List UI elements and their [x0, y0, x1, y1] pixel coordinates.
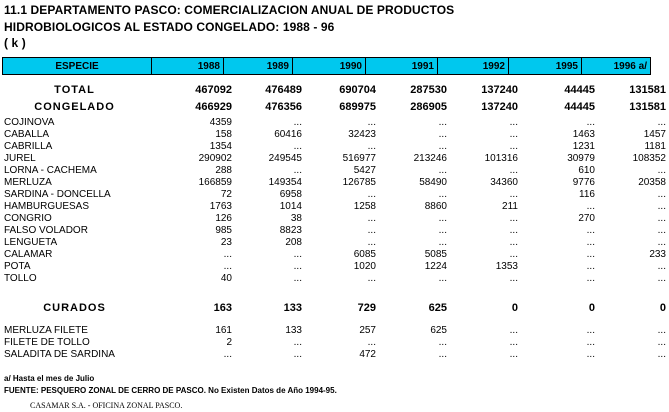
table-cell: ... [509, 225, 518, 236]
table-cell: 2 [226, 337, 232, 348]
table-cell: 689975 [339, 101, 376, 113]
table-cell: 6958 [279, 189, 302, 200]
table-cell: 32423 [348, 129, 376, 140]
table-cell: 287530 [410, 84, 447, 96]
table-cell: 1181 [644, 141, 666, 152]
table-cell: 23 [220, 237, 232, 248]
table-cell: 625 [428, 302, 447, 314]
table-cell: 1763 [209, 201, 232, 212]
header-year-1989: 1989 [224, 58, 293, 75]
table-cell: 0 [588, 302, 595, 314]
table-row [0, 261, 669, 273]
table-cell: ... [657, 337, 666, 348]
table-cell: 108352 [632, 153, 666, 164]
table-cell: 1020 [353, 261, 376, 272]
table-cell: ... [586, 273, 595, 284]
table-cell: ... [586, 349, 595, 360]
table-cell: 8860 [424, 201, 447, 212]
table-cell: ... [438, 337, 447, 348]
row-label: JUREL [4, 153, 36, 164]
table-cell: 213246 [413, 153, 447, 164]
table-cell: ... [509, 141, 518, 152]
table-cell: ... [293, 141, 302, 152]
table-cell: 1231 [572, 141, 595, 152]
table-cell: ... [223, 349, 232, 360]
page-subtitle: HIDROBIOLOGICOS AL ESTADO CONGELADO: 1988 - 96 [4, 20, 335, 34]
table-row [0, 213, 669, 225]
table-cell: ... [223, 261, 232, 272]
table-cell: 290902 [198, 153, 232, 164]
table-cell: 101316 [484, 153, 518, 164]
table-cell: 6085 [353, 249, 376, 260]
source-note: FUENTE: PESQUERO ZONAL DE CERRO DE PASCO. No Existen Datos de Año 1994-95. [4, 386, 337, 395]
table-cell: 161 [215, 325, 232, 336]
table-cell: 1258 [353, 201, 376, 212]
table-cell: ... [367, 189, 376, 200]
table-cell: ... [509, 249, 518, 260]
header-year-1990: 1990 [293, 58, 366, 75]
table-cell: 149354 [268, 177, 302, 188]
table-cell: 158 [215, 129, 232, 140]
table-cell: ... [657, 201, 666, 212]
table-cell: ... [438, 117, 447, 128]
row-label: SALADITA DE SARDINA [4, 349, 115, 360]
table-cell: 133 [283, 302, 302, 314]
table-cell: ... [293, 249, 302, 260]
table-cell: ... [509, 117, 518, 128]
table-cell: 72 [220, 189, 232, 200]
table-cell: 38 [290, 213, 302, 224]
row-label: CABRILLA [4, 141, 53, 152]
table-cell: 163 [213, 302, 232, 314]
row-label: MERLUZA FILETE [4, 325, 88, 336]
table-cell: 9776 [572, 177, 595, 188]
table-cell: 137240 [481, 84, 518, 96]
table-cell: 30979 [567, 153, 595, 164]
table-cell: 270 [578, 213, 595, 224]
table-cell: ... [293, 349, 302, 360]
header-year-1995: 1995 [509, 58, 582, 75]
table-cell: ... [586, 261, 595, 272]
table-cell: 116 [579, 189, 595, 200]
table-cell: 34360 [490, 177, 518, 188]
table-cell: 40 [220, 273, 232, 284]
table-cell: 1457 [643, 129, 666, 140]
table-row [0, 117, 669, 129]
table-cell: ... [367, 337, 376, 348]
row-label: CONGELADO [34, 101, 115, 113]
row-label: MERLUZA [4, 177, 52, 188]
header-year-1991: 1991 [366, 58, 438, 75]
table-cell: 288 [215, 165, 232, 176]
table-cell: ... [657, 273, 666, 284]
table-cell: ... [293, 261, 302, 272]
table-cell: 625 [430, 325, 447, 336]
table-cell: ... [509, 337, 518, 348]
row-label: COJINOVA [4, 117, 55, 128]
table-cell: ... [657, 261, 666, 272]
table-cell: ... [657, 165, 666, 176]
table-cell: ... [509, 189, 518, 200]
table-row [0, 249, 669, 261]
table-cell: 466929 [195, 101, 232, 113]
table-row [0, 129, 669, 141]
row-label: SARDINA - DONCELLA [4, 189, 111, 200]
table-cell: 0 [659, 302, 666, 314]
row-label: LENGUETA [4, 237, 58, 248]
table-cell: 1224 [424, 261, 447, 272]
header-year-1988: 1988 [152, 58, 224, 75]
table-cell: 286905 [410, 101, 447, 113]
table-cell: ... [509, 349, 518, 360]
page-title: 11.1 DEPARTAMENTO PASCO: COMERCIALIZACION ANUAL DE PRODUCTOS [4, 3, 455, 17]
table-cell: 5427 [353, 165, 376, 176]
table-cell: 476356 [265, 101, 302, 113]
table-cell: 476489 [265, 84, 302, 96]
row-label: CABALLA [4, 129, 50, 140]
table-cell: ... [657, 349, 666, 360]
row-label: FALSO VOLADOR [4, 225, 88, 236]
header-especie: ESPECIE [3, 58, 152, 75]
table-cell: 133 [285, 325, 302, 336]
table-row [0, 83, 669, 97]
table-cell: 985 [215, 225, 232, 236]
table-row [0, 165, 669, 177]
row-label: LORNA - CACHEMA [4, 165, 97, 176]
table-cell: ... [438, 213, 447, 224]
table-row [0, 301, 669, 315]
table-cell: ... [438, 189, 447, 200]
table-cell: ... [586, 225, 595, 236]
table-cell: ... [367, 213, 376, 224]
table-cell: ... [586, 201, 595, 212]
table-cell: 249545 [268, 153, 302, 164]
table-cell: 5085 [424, 249, 447, 260]
table-cell: ... [657, 225, 666, 236]
table-cell: ... [293, 117, 302, 128]
table-cell: 1463 [572, 129, 595, 140]
table-cell: ... [586, 337, 595, 348]
table-row [0, 100, 669, 114]
table-cell: 1014 [279, 201, 302, 212]
table-row [0, 189, 669, 201]
table-cell: 4359 [209, 117, 232, 128]
table-cell: ... [293, 337, 302, 348]
table-row [0, 273, 669, 285]
unit-label: ( k ) [4, 36, 26, 50]
row-label: TOTAL [54, 84, 95, 96]
table-cell: 729 [357, 302, 376, 314]
table-cell: 211 [502, 201, 518, 212]
table-cell: 516977 [342, 153, 376, 164]
table-cell: 8823 [279, 225, 302, 236]
table-cell: ... [657, 325, 666, 336]
row-label: CALAMAR [4, 249, 53, 260]
table-cell: ... [657, 213, 666, 224]
table-cell: ... [367, 225, 376, 236]
credit-note: CASAMAR S.A. - OFICINA ZONAL PASCO. [30, 401, 183, 410]
table-cell: ... [438, 141, 447, 152]
table-cell: 1354 [209, 141, 232, 152]
table-cell: 58490 [419, 177, 447, 188]
footnote: a/ Hasta el mes de Julio [4, 374, 95, 383]
table-row [0, 237, 669, 249]
table-cell: ... [293, 273, 302, 284]
table-row [0, 349, 669, 361]
table-cell: 20358 [638, 177, 666, 188]
table-cell: 60416 [274, 129, 302, 140]
table-cell: 1353 [495, 261, 518, 272]
row-label: CURADOS [43, 302, 106, 314]
header-table [2, 57, 651, 75]
table-cell: 610 [578, 165, 595, 176]
table-cell: ... [509, 325, 518, 336]
table-cell: 0 [511, 302, 518, 314]
table-cell: ... [438, 237, 447, 248]
table-cell: ... [223, 249, 232, 260]
table-cell: ... [509, 237, 518, 248]
table-cell: ... [509, 129, 518, 140]
table-cell: 131581 [629, 101, 666, 113]
table-cell: 472 [359, 349, 376, 360]
table-cell: ... [586, 249, 595, 260]
table-cell: ... [586, 117, 595, 128]
table-cell: ... [586, 237, 595, 248]
table-cell: ... [657, 237, 666, 248]
table-cell: 257 [359, 325, 376, 336]
table-cell: 126 [215, 213, 232, 224]
table-cell: 137240 [481, 101, 518, 113]
table-cell: 44445 [564, 84, 595, 96]
row-label: CONGRIO [4, 213, 52, 224]
table-cell: 233 [649, 249, 666, 260]
row-label: POTA [4, 261, 31, 272]
row-label: TOLLO [4, 273, 37, 284]
table-cell: 467092 [195, 84, 232, 96]
table-cell: ... [438, 129, 447, 140]
table-cell: ... [293, 165, 302, 176]
table-cell: ... [438, 349, 447, 360]
row-label: HAMBURGUESAS [4, 201, 90, 212]
table-cell: 690704 [339, 84, 376, 96]
table-cell: 166859 [198, 177, 232, 188]
table-cell: ... [657, 117, 666, 128]
table-cell: 208 [285, 237, 302, 248]
table-cell: 131581 [629, 84, 666, 96]
table-row [0, 337, 669, 349]
header-row [3, 58, 651, 75]
table-cell: ... [367, 141, 376, 152]
table-cell: ... [438, 273, 447, 284]
table-row [0, 153, 669, 165]
table-cell: ... [509, 213, 518, 224]
table-cell: ... [367, 237, 376, 248]
table-cell: ... [367, 117, 376, 128]
table-cell: ... [509, 165, 518, 176]
row-label: FILETE DE TOLLO [4, 337, 90, 348]
table-row [0, 177, 669, 189]
table-row [0, 225, 669, 237]
table-cell: 44445 [564, 101, 595, 113]
table-cell: ... [438, 165, 447, 176]
table-cell: ... [367, 273, 376, 284]
header-year-1992: 1992 [438, 58, 509, 75]
table-row [0, 141, 669, 153]
table-cell: ... [509, 273, 518, 284]
table-cell: ... [657, 189, 666, 200]
header-year-1996: 1996 a/ [582, 58, 651, 75]
table-cell: 126785 [342, 177, 376, 188]
table-row [0, 325, 669, 337]
table-row [0, 201, 669, 213]
table-cell: ... [438, 225, 447, 236]
table-cell: ... [586, 325, 595, 336]
